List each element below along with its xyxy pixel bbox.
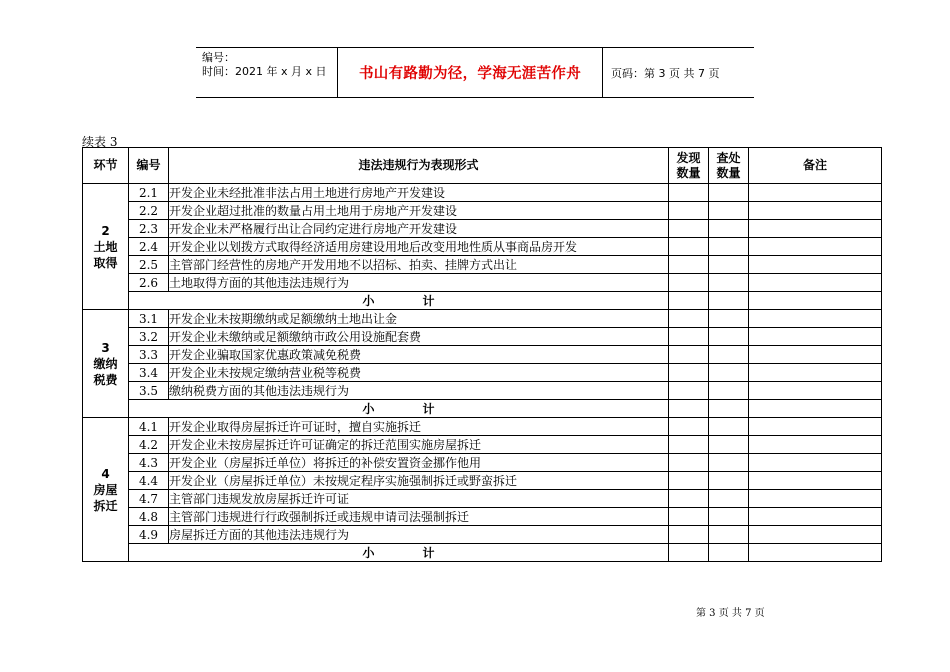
table-header-row xyxy=(83,148,882,184)
remarks-cell[interactable] xyxy=(749,274,882,292)
found-cell[interactable] xyxy=(669,346,709,364)
handled-cell[interactable] xyxy=(709,508,749,526)
remarks-cell[interactable] xyxy=(749,328,882,346)
row-number: 2.6 xyxy=(129,274,169,292)
subtotal-row xyxy=(83,544,882,562)
remarks-cell[interactable] xyxy=(749,346,882,364)
row-number: 3.2 xyxy=(129,328,169,346)
found-cell[interactable] xyxy=(669,310,709,328)
remarks-cell[interactable] xyxy=(749,508,882,526)
subtotal-label xyxy=(129,292,669,310)
found-cell[interactable] xyxy=(669,490,709,508)
section-label xyxy=(83,310,129,418)
found-cell[interactable] xyxy=(669,382,709,400)
table-row xyxy=(83,364,882,382)
table-row xyxy=(83,472,882,490)
remarks-cell[interactable] xyxy=(749,454,882,472)
row-number: 4.3 xyxy=(129,454,169,472)
found-cell[interactable] xyxy=(669,184,709,202)
remarks-cell[interactable] xyxy=(749,238,882,256)
row-description: 开发企业未经批准非法占用土地进行房地产开发建设 xyxy=(169,184,669,202)
subtotal-label xyxy=(129,544,669,562)
subtotal-right: 计 xyxy=(422,545,435,560)
section-name1: 土地 xyxy=(93,239,118,254)
found-cell[interactable] xyxy=(669,472,709,490)
remarks-cell[interactable] xyxy=(749,436,882,454)
handled-cell[interactable] xyxy=(709,346,749,364)
handled-cell[interactable] xyxy=(709,202,749,220)
row-description: 房屋拆迁方面的其他违法违规行为 xyxy=(169,526,669,544)
date-label: 时间：2021 年 x 月 x 日 xyxy=(202,65,327,78)
remarks-cell[interactable] xyxy=(749,526,882,544)
row-description: 主管部门违规进行行政强制拆迁或违规申请司法强制拆迁 xyxy=(169,508,669,526)
table-row xyxy=(83,238,882,256)
header-description: 违法违规行为表现形式 xyxy=(169,148,669,184)
subtotal-right: 计 xyxy=(422,401,435,416)
page-footer: 第 3 页 共 7 页 xyxy=(696,608,765,619)
table-row xyxy=(83,184,882,202)
handled-cell[interactable] xyxy=(709,364,749,382)
subtotal-handled-cell[interactable] xyxy=(709,544,749,562)
subtotal-remarks-cell[interactable] xyxy=(749,292,882,310)
header-stage: 环节 xyxy=(83,148,129,184)
row-description: 土地取得方面的其他违法违规行为 xyxy=(169,274,669,292)
found-cell[interactable] xyxy=(669,364,709,382)
row-description: 开发企业未按期缴纳或足额缴纳土地出让金 xyxy=(169,310,669,328)
table-row xyxy=(83,202,882,220)
row-number: 3.4 xyxy=(129,364,169,382)
row-description: 开发企业取得房屋拆迁许可证时，擅自实施拆迁 xyxy=(169,418,669,436)
remarks-cell[interactable] xyxy=(749,472,882,490)
row-number: 2.3 xyxy=(129,220,169,238)
section-name1: 房屋 xyxy=(93,482,118,497)
table-row xyxy=(83,382,882,400)
section-name2: 税费 xyxy=(93,372,118,387)
header-handled: 查处 数量 xyxy=(709,148,749,184)
subtotal-right: 计 xyxy=(422,293,435,308)
handled-cell[interactable] xyxy=(709,454,749,472)
table-row xyxy=(83,490,882,508)
subtotal-row xyxy=(83,400,882,418)
header-remarks: 备注 xyxy=(749,148,882,184)
row-number: 4.2 xyxy=(129,436,169,454)
row-description: 开发企业（房屋拆迁单位）将拆迁的补偿安置资金挪作他用 xyxy=(169,454,669,472)
row-description: 开发企业以划拨方式取得经济适用房建设用地后改变用地性质从事商品房开发 xyxy=(169,238,669,256)
remarks-cell[interactable] xyxy=(749,382,882,400)
section-id: 3 xyxy=(101,340,110,355)
table-row xyxy=(83,436,882,454)
section-name2: 拆迁 xyxy=(93,498,118,513)
subtotal-remarks-cell[interactable] xyxy=(749,400,882,418)
section-label xyxy=(83,418,129,562)
handled-cell[interactable] xyxy=(709,256,749,274)
subtotal-left: 小 xyxy=(362,545,375,560)
handled-cell[interactable] xyxy=(709,274,749,292)
table-row xyxy=(83,256,882,274)
remarks-cell[interactable] xyxy=(749,310,882,328)
remarks-cell[interactable] xyxy=(749,184,882,202)
row-description: 开发企业未按房屋拆迁许可证确定的拆迁范围实施房屋拆迁 xyxy=(169,436,669,454)
row-description: 开发企业未严格履行出让合同约定进行房地产开发建设 xyxy=(169,220,669,238)
found-cell[interactable] xyxy=(669,526,709,544)
subtotal-remarks-cell[interactable] xyxy=(749,544,882,562)
row-number: 4.8 xyxy=(129,508,169,526)
subtotal-label xyxy=(129,400,669,418)
row-number: 2.5 xyxy=(129,256,169,274)
table-body xyxy=(83,184,882,562)
section-name1: 缴纳 xyxy=(93,356,118,371)
page-label: 页码：第 3 页 共 7 页 xyxy=(611,66,720,80)
handled-cell[interactable] xyxy=(709,436,749,454)
found-cell[interactable] xyxy=(669,328,709,346)
remarks-cell[interactable] xyxy=(749,418,882,436)
row-number: 4.4 xyxy=(129,472,169,490)
table-row xyxy=(83,418,882,436)
subtotal-handled-cell[interactable] xyxy=(709,400,749,418)
handled-cell[interactable] xyxy=(709,490,749,508)
remarks-cell[interactable] xyxy=(749,202,882,220)
found-cell[interactable] xyxy=(669,508,709,526)
row-description: 主管部门经营性的房地产开发用地不以招标、拍卖、挂牌方式出让 xyxy=(169,256,669,274)
page-header xyxy=(196,47,754,98)
table-row xyxy=(83,346,882,364)
row-number: 3.5 xyxy=(129,382,169,400)
table-row xyxy=(83,508,882,526)
subtotal-left: 小 xyxy=(362,401,375,416)
row-description: 主管部门违规发放房屋拆迁许可证 xyxy=(169,490,669,508)
subtotal-handled-cell[interactable] xyxy=(709,292,749,310)
row-number: 3.1 xyxy=(129,310,169,328)
header-meta xyxy=(196,48,338,97)
row-number: 2.1 xyxy=(129,184,169,202)
remarks-cell[interactable] xyxy=(749,490,882,508)
found-cell[interactable] xyxy=(669,202,709,220)
row-description: 开发企业（房屋拆迁单位）未按规定程序实施强制拆迁或野蛮拆迁 xyxy=(169,472,669,490)
found-cell[interactable] xyxy=(669,436,709,454)
handled-cell[interactable] xyxy=(709,526,749,544)
found-cell[interactable] xyxy=(669,238,709,256)
row-number: 2.2 xyxy=(129,202,169,220)
found-cell[interactable] xyxy=(669,418,709,436)
remarks-cell[interactable] xyxy=(749,256,882,274)
section-name2: 取得 xyxy=(93,255,118,270)
section-id: 2 xyxy=(101,223,110,238)
table-row xyxy=(83,526,882,544)
table-row xyxy=(83,274,882,292)
handled-cell[interactable] xyxy=(709,382,749,400)
row-description: 开发企业超过批准的数量占用土地用于房地产开发建设 xyxy=(169,202,669,220)
found-cell[interactable] xyxy=(669,256,709,274)
row-description: 开发企业未按规定缴纳营业税等税费 xyxy=(169,364,669,382)
found-cell[interactable] xyxy=(669,454,709,472)
found-cell[interactable] xyxy=(669,274,709,292)
handled-cell[interactable] xyxy=(709,238,749,256)
subtotal-found-cell[interactable] xyxy=(669,544,709,562)
violation-table xyxy=(82,147,882,562)
continuation-label: 续表 3 xyxy=(82,135,118,149)
row-number: 4.1 xyxy=(129,418,169,436)
row-number: 3.3 xyxy=(129,346,169,364)
section-label xyxy=(83,184,129,310)
row-number: 4.9 xyxy=(129,526,169,544)
handled-cell[interactable] xyxy=(709,184,749,202)
table-row xyxy=(83,454,882,472)
subtotal-found-cell[interactable] xyxy=(669,400,709,418)
row-number: 2.4 xyxy=(129,238,169,256)
handled-cell[interactable] xyxy=(709,328,749,346)
section-id: 4 xyxy=(101,466,110,481)
row-description: 缴纳税费方面的其他违法违规行为 xyxy=(169,382,669,400)
table-row xyxy=(83,220,882,238)
header-number: 编号 xyxy=(129,148,169,184)
subtotal-left: 小 xyxy=(362,293,375,308)
subtotal-row xyxy=(83,292,882,310)
found-cell[interactable] xyxy=(669,220,709,238)
remarks-cell[interactable] xyxy=(749,220,882,238)
header-found: 发现 数量 xyxy=(669,148,709,184)
row-number: 4.7 xyxy=(129,490,169,508)
motto: 书山有路勤为径，学海无涯苦作舟 xyxy=(338,48,603,97)
row-description: 开发企业未缴纳或足额缴纳市政公用设施配套费 xyxy=(169,328,669,346)
table-row xyxy=(83,328,882,346)
code-label: 编号： xyxy=(202,51,235,64)
remarks-cell[interactable] xyxy=(749,364,882,382)
row-description: 开发企业骗取国家优惠政策减免税费 xyxy=(169,346,669,364)
handled-cell[interactable] xyxy=(709,220,749,238)
handled-cell[interactable] xyxy=(709,472,749,490)
handled-cell[interactable] xyxy=(709,418,749,436)
table-row xyxy=(83,310,882,328)
handled-cell[interactable] xyxy=(709,310,749,328)
subtotal-found-cell[interactable] xyxy=(669,292,709,310)
